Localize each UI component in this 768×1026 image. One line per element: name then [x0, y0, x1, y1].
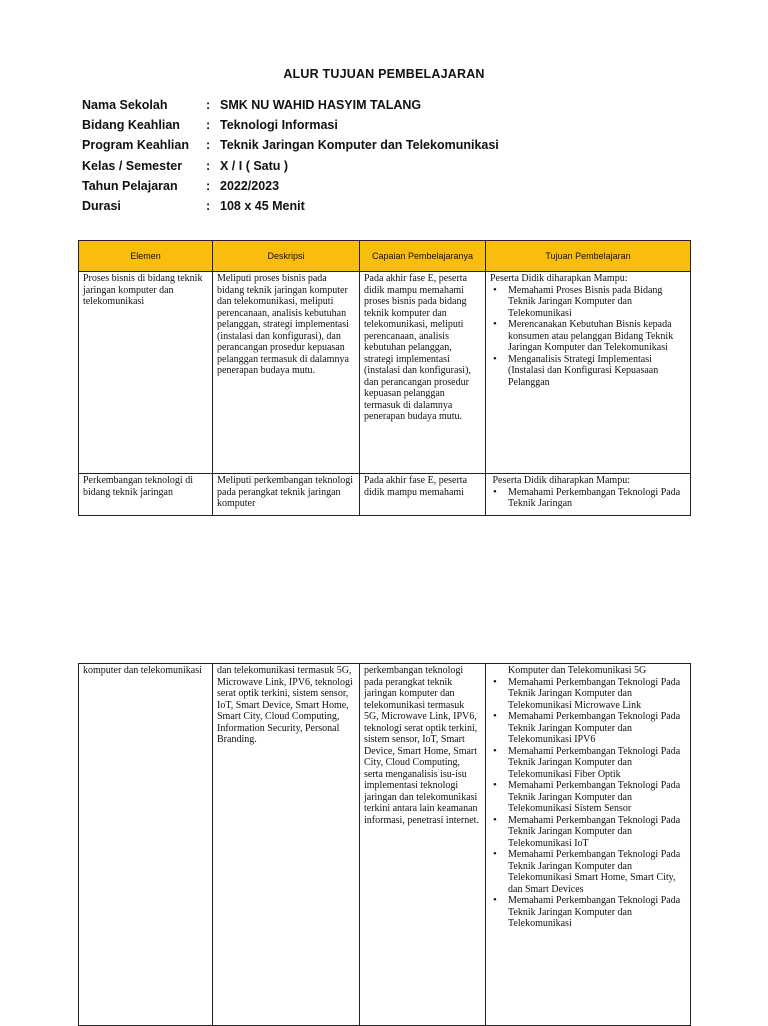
list-item: • Memahami Perkembangan Teknologi Pada Teknik Jaringan Komputer dan Telekomunikasi Sistem Sensor [508, 780, 686, 815]
learning-objectives-table [78, 240, 691, 516]
info-label: Program Keahlian [82, 138, 189, 153]
list-item: • Memahami Perkembangan Teknologi Pada Teknik Jaringan Komputer dan Telekomunikasi [508, 895, 686, 930]
tujuan-continuation: Komputer dan Telekomunikasi 5G [508, 665, 647, 676]
header-elemen: Elemen [79, 241, 213, 272]
info-value: 2022/2023 [220, 178, 280, 193]
cell-tujuan [486, 664, 691, 1026]
header-deskripsi: Deskripsi [213, 241, 360, 272]
cell-deskripsi: dan telekomunikasi termasuk 5G, Microwave Link, IPV6, teknologi serat optik terkini, sistem sensor, IoT, Smart Device, Smart Home, Smart City, Cloud Computing, Information Security, Personal Branding. [213, 664, 360, 1026]
cell-tujuan [486, 474, 691, 516]
cell-capaian: perkembangan teknologi pada perangkat teknik jaringan komputer dan telekomunikasi termasuk 5G, Microwave Link, IPV6, teknologi serat optik terkini, sistem sensor, IoT, Smart Device, Smart Home, Smart City, Cloud Computing, serta menganalisis isu-isu implementasi teknologi jaringan dan telekomunikasi terkini antara lain keamanan informasi, penetrasi internet. [360, 664, 486, 1026]
learning-objectives-table-continued [78, 663, 691, 1026]
page-title: ALUR TUJUAN PEMBELAJARAN [283, 67, 485, 81]
info-colon: : [206, 138, 211, 153]
cell-elemen: Perkembangan teknologi di bidang teknik jaringan [79, 474, 213, 516]
tujuan-list [490, 677, 686, 930]
list-item: • Memahami Perkembangan Teknologi Pada Teknik Jaringan Komputer dan Telekomunikasi Smart Home, Smart City, dan Smart Devices [508, 849, 686, 895]
header-tujuan: Tujuan Pembelajaran [486, 241, 691, 272]
table-row [79, 664, 691, 1026]
info-value: X / I ( Satu ) [220, 158, 289, 173]
info-label: Tahun Pelajaran [82, 178, 178, 193]
cell-deskripsi: Meliputi perkembangan teknologi pada perangkat teknik jaringan komputer [213, 474, 360, 516]
list-item: • Memahami Perkembangan Teknologi Pada Teknik Jaringan Komputer dan Telekomunikasi IoT [508, 815, 686, 850]
list-item: • Memahami Proses Bisnis pada Bidang Teknik Jaringan Komputer dan Telekomunikasi [508, 285, 686, 320]
info-value: 108 x 45 Menit [220, 198, 305, 213]
info-label: Durasi [82, 198, 121, 213]
tujuan-list [490, 285, 686, 389]
info-colon: : [206, 118, 211, 133]
cell-capaian: Pada akhir fase E, peserta didik mampu memahami [360, 474, 486, 516]
table-row [79, 474, 691, 516]
info-colon: : [206, 178, 211, 193]
cell-deskripsi: Meliputi proses bisnis pada bidang teknik jaringan komputer dan telekomunikasi, meliputi perencanaan, analisis kebutuhan pelanggan, strategi implementasi (instalasi dan konfigurasi), dan perancangan prosedur kepuasan pelanggan termasuk di dalamnya penerapan budaya mutu. [213, 272, 360, 474]
tujuan-intro: Peserta Didik diharapkan Mampu: [490, 273, 628, 284]
cell-elemen: komputer dan telekomunikasi [79, 664, 213, 1026]
list-item: • Memahami Perkembangan Teknologi Pada Teknik Jaringan Komputer dan Telekomunikasi IPV6 [508, 711, 686, 746]
info-label: Nama Sekolah [82, 98, 168, 112]
info-colon: : [206, 198, 211, 213]
list-item: • Menganalisis Strategi Implementasi (Instalasi dan Konfigurasi Kepuasaan Pelanggan [508, 354, 686, 389]
tujuan-intro: Peserta Didik diharapkan Mampu: [490, 475, 630, 486]
info-value: SMK NU WAHID HASYIM TALANG [220, 98, 422, 112]
info-label: Kelas / Semester [82, 158, 183, 173]
tujuan-list [490, 487, 686, 510]
info-label: Bidang Keahlian [82, 118, 180, 133]
info-value: Teknik Jaringan Komputer dan Telekomunikasi [220, 138, 499, 153]
list-item: • Memahami Perkembangan Teknologi Pada Teknik Jaringan [508, 487, 686, 510]
list-item: • Memahami Perkembangan Teknologi Pada Teknik Jaringan Komputer dan Telekomunikasi Fiber Optik [508, 746, 686, 781]
cell-capaian: Pada akhir fase E, peserta didik mampu memahami proses bisnis pada bidang teknik komputer dan telekomunikasi, meliputi perencanaan, analisis kebutuhan pelanggan, strategi implementasi (instalasi dan konfigurasi), dan perancangan prosedur kepuasan pelanggan termasuk di dalamnya penerapan budaya mutu. [360, 272, 486, 474]
info-value: Teknologi Informasi [220, 118, 338, 133]
header-capaian: Capaian Pembelajaranya [360, 241, 486, 272]
table-row [79, 272, 691, 474]
info-colon: : [206, 98, 211, 112]
list-item: • Merencanakan Kebutuhan Bisnis kepada konsumen atau pelanggan Bidang Teknik Jaringan Komputer dan Telekomunikasi [508, 319, 686, 354]
cell-tujuan [486, 272, 691, 474]
list-item: • Memahami Perkembangan Teknologi Pada Teknik Jaringan Komputer dan Telekomunikasi Microwave Link [508, 677, 686, 712]
cell-elemen: Proses bisnis di bidang teknik jaringan komputer dan telekomunikasi [79, 272, 213, 474]
table-header-row [79, 241, 691, 272]
info-colon: : [206, 158, 211, 173]
